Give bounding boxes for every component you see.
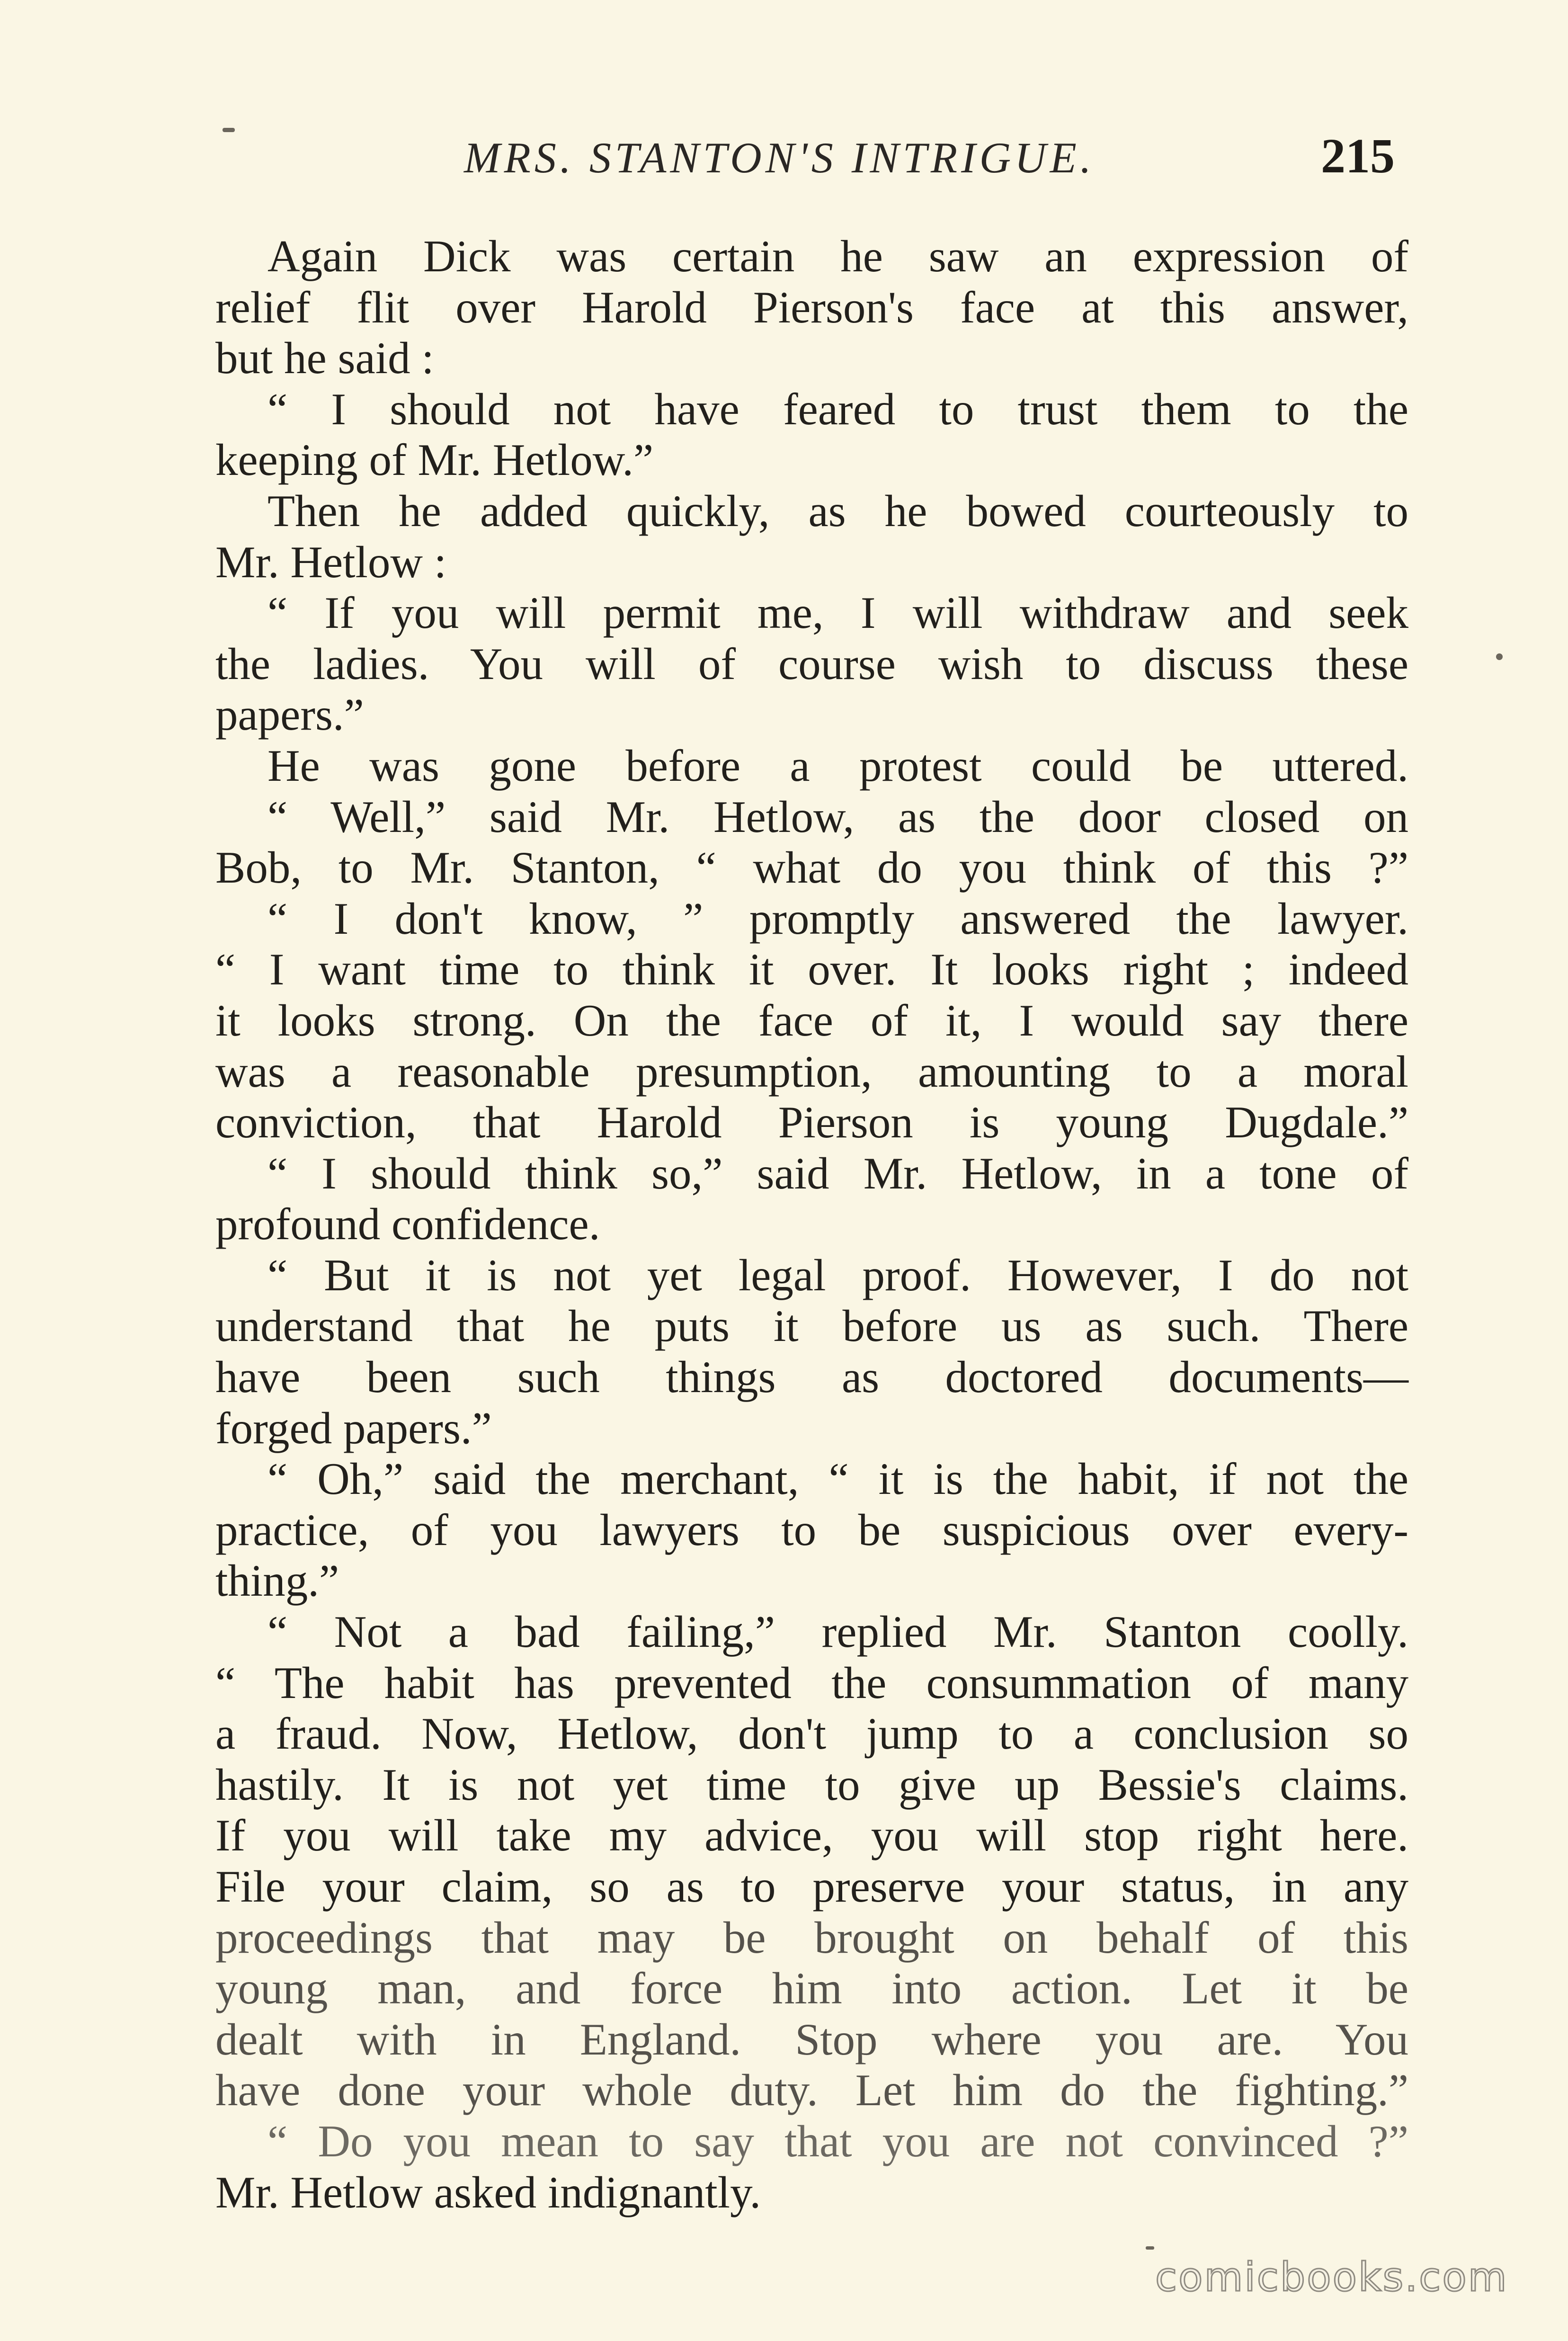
text-line: young man, and force him into action. Let it be <box>215 1963 1408 2014</box>
text-line: forged papers.” <box>215 1403 492 1453</box>
text-line: “ Oh,” said the merchant, “ it is the habit, if not the <box>267 1454 1408 1504</box>
text-line: “ Not a bad failing,” replied Mr. Stanton coolly. <box>267 1607 1408 1657</box>
text-line: profound confidence. <box>215 1199 600 1250</box>
watermark: comicbooks.com <box>1155 2254 1508 2300</box>
text-line: have been such things as doctored documents— <box>215 1352 1408 1403</box>
text-line: the ladies. You will of course wish to discuss these <box>215 638 1408 689</box>
text-line: He was gone before a protest could be uttered. <box>267 740 1408 791</box>
text-line: dealt with in England. Stop where you are. You <box>215 2014 1408 2064</box>
text-line: “ I should think so,” said Mr. Hetlow, in a tone of <box>267 1148 1408 1198</box>
text-line: relief flit over Harold Pierson's face at this answer, <box>215 282 1408 332</box>
text-line: File your claim, so as to preserve your status, in any <box>215 1861 1408 1912</box>
text-line: it looks strong. On the face of it, I would say there <box>215 995 1408 1045</box>
text-line: Mr. Hetlow : <box>215 536 447 587</box>
paper-speck <box>223 128 235 132</box>
text-line: proceedings that may be brought on behalf of this <box>215 1912 1408 1963</box>
paper-speck <box>1146 2246 1154 2250</box>
paper-speck <box>1496 653 1503 660</box>
text-line: understand that he puts it before us as such. There <box>215 1301 1408 1351</box>
text-line: “ I should not have feared to trust them to the <box>267 384 1408 434</box>
body-text <box>215 231 1408 2218</box>
running-head <box>0 128 1568 189</box>
text-line: If you will take my advice, you will stop right here. <box>215 1810 1408 1861</box>
text-line: but he said : <box>215 333 434 384</box>
running-title: MRS. STANTON'S INTRIGUE. <box>464 134 1095 182</box>
text-line: “ If you will permit me, I will withdraw and seek <box>267 588 1408 638</box>
text-line: “ Do you mean to say that you are not convinced ?” <box>267 2116 1408 2166</box>
text-line: “ Well,” said Mr. Hetlow, as the door closed on <box>267 791 1408 842</box>
text-line: Then he added quickly, as he bowed courteously to <box>267 485 1408 536</box>
text-line: conviction, that Harold Pierson is young Dugdale.” <box>215 1097 1408 1148</box>
text-line: “ But it is not yet legal proof. However, I do not <box>267 1250 1408 1300</box>
text-line: Again Dick was certain he saw an expression of <box>267 231 1408 281</box>
text-line: Mr. Hetlow asked indignantly. <box>215 2167 761 2217</box>
text-line: “ I want time to think it over. It looks right ; indeed <box>215 944 1408 995</box>
page-number: 215 <box>1321 129 1395 183</box>
text-line: “ I don't know, ” promptly answered the lawyer. <box>267 893 1408 944</box>
text-line: “ The habit has prevented the consummation of many <box>215 1657 1408 1708</box>
text-line: thing.” <box>215 1555 339 1606</box>
text-line: hastily. It is not yet time to give up Bessie's claims. <box>215 1759 1408 1810</box>
text-line: papers.” <box>215 689 364 740</box>
text-line: keeping of Mr. Hetlow.” <box>215 435 654 485</box>
text-line: practice, of you lawyers to be suspicious over every- <box>215 1504 1408 1555</box>
text-line: was a reasonable presumption, amounting to a moral <box>215 1046 1408 1097</box>
text-line: a fraud. Now, Hetlow, don't jump to a conclusion so <box>215 1708 1408 1759</box>
text-line: have done your whole duty. Let him do the fighting.” <box>215 2065 1408 2116</box>
text-line: Bob, to Mr. Stanton, “ what do you think of this ?” <box>215 842 1408 893</box>
